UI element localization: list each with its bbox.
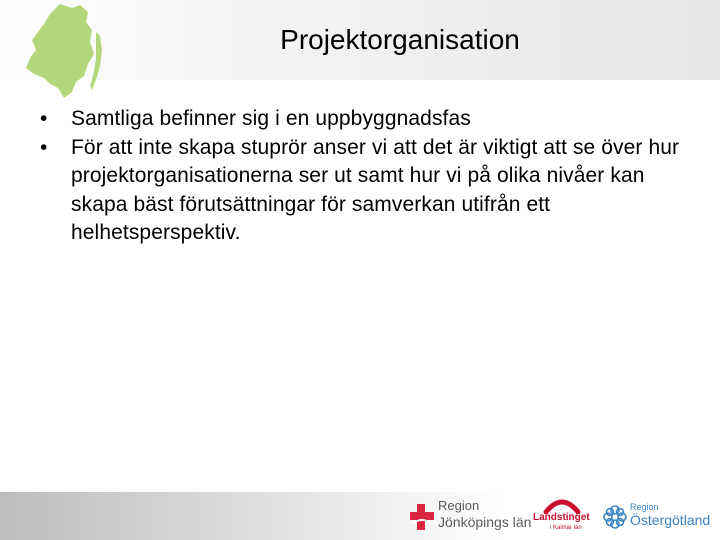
logo-text-line1: Region [630,502,659,512]
bullet-item [40,105,690,134]
bullet-marker: • [40,107,48,130]
logo-text-line2: Jönköpings län [438,514,532,530]
region-map-icon [22,2,108,100]
logo-text-line2: Östergötland [630,512,711,528]
slide-title: Projektorganisation [280,24,520,55]
bullet-text: För att inte skapa stuprör anser vi att det är viktigt att se över hur projektorganisationerna ser ut samt hur vi på olika nivåer kan skapa bäst förutsättningar för samverkan utifrån ett helhetsperspektiv. [71,135,680,244]
landstinget-kalmar-logo [530,494,592,538]
region-jonkoping-logo [408,494,532,538]
logo-text-line2: i Kalmar län [550,525,582,531]
red-cross-icon [408,502,436,532]
bullet-item [40,134,690,248]
region-ostergotland-logo [600,494,715,538]
bullet-text: Samtliga befinner sig i en uppbyggnadsfas [71,107,471,130]
blue-flower-icon [602,504,628,530]
bullet-marker: • [40,135,48,159]
logo-text-line1: Landstinget [533,512,590,523]
logo-text-line1: Region [438,498,480,513]
bullet-list [40,105,690,248]
